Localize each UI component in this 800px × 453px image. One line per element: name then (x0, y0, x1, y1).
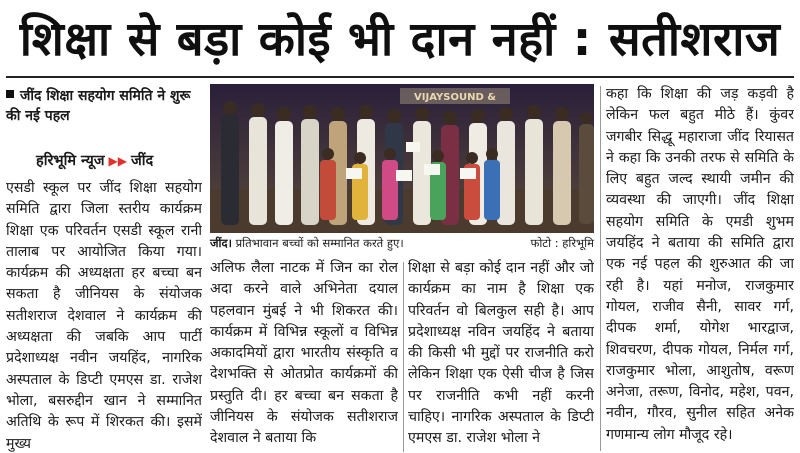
byline-source: हरिभूमि न्यूज (36, 153, 105, 169)
double-chevron-icon: ▶▶ (108, 154, 127, 168)
column-1-text: एसडी स्कूल पर जींद शिक्षा सहयोग समिति द्वारा जिला स्तरीय कार्यक्रम शिक्षा एक परिवर्तन एसडी स्कूल रानी तालाब पर आयोजित किया गया। कार्यक्रम की अध्यक्षता हर बच्चा बन सकता है जीनियस के संयोजक सतीशराज देशवाल ने कार्यक्रम की अध्यक्षता की जबकि आप पार्टी प्रदेशाध्यक्ष नवीन जयहिंद, नागरिक अस्पताल के डिप्टी एमएस डा. राजेश भोला, बसरुद्दीन खान ने सम्मानित अतिथि के रूप में शिरकत की। इसमें मुख्य (6, 180, 202, 452)
photo-caption (210, 234, 594, 252)
photo-credit: फोटो : हरिभूमि (530, 236, 594, 250)
article-column-1 (6, 178, 202, 453)
photo-illustration (210, 84, 594, 233)
byline-place: जींद (130, 153, 154, 169)
highlight-box (6, 86, 202, 126)
article-column-2 (210, 258, 398, 453)
article-column-3 (408, 258, 594, 453)
column-divider (600, 86, 601, 451)
column-4-text: कहा कि शिक्षा की जड़ कड़वी है लेकिन फल बहुत मीठे हैं। कुंवर जगबीर सिद्धू महाराजा जींद रियासत ने कहा कि उनकी तरफ से समिति के लिए बहुत जल्द स्थायी जमीन की व्यवस्था की जाएगी। जींद शिक्षा सहयोग समिति के एमडी शुभम जयहिंद ने बताया की समिति द्वारा एक नई पहल की शुरुआत की जा रही है। यहां मनोज, राजकुमार गोयल, राजीव सैनी, सावर गर्ग, दीपक शर्मा, योगेश भारद्वाज, शिवचरण, दीपक गोयल, निर्मल गर्ग, राजकुमार भोला, आशुतोष, वरूण अनेजा, तरूण, विनोद, महेश, पवन, नवीन, गौरव, सुनील सहित अनेक गणमान्य लोग मौजूद रहे। (606, 86, 794, 443)
column-3-text: शिक्षा से बड़ा कोई दान नहीं और जो कार्यक्रम का नाम है शिक्षा एक परिवर्तन वो बिलकुल सही है। आप प्रदेशाध्यक्ष नविन जयहिंद ने बताया की किसी भी मुद्दों पर राजनीति करो लेकिन शिक्षा एक ऐसी चीज है जिस पर राजनीति कभी नहीं करनी चाहिए। नागरिक अस्पताल के डिप्टी एमएस डा. राजेश भोला ने (408, 260, 594, 447)
article-column-4 (606, 84, 794, 453)
caption-place: जींद। (210, 236, 232, 250)
column-2-text: अलिफ लैला नाटक में जिन का रोल अदा करने वाले अभिनेता दयाल पहलवान मुंबई ने भी शिकरत की। कार्यक्रम में विभिन्न स्कूलों व विभिन्न अकादमियों द्वारा भारतीय संस्कृति व देशभक्ति से ओतप्रोत कार्यक्रमों की प्रस्तुति दी। हर बच्चा बन सकता है जीनियस के संयोजक सतीशराज देशवाल ने बताया कि (210, 260, 398, 447)
headline-rule (6, 76, 794, 78)
highlight-text: जींद शिक्षा सहयोग समिति ने शुरू की नई पहल (6, 88, 191, 124)
caption-text: प्रतिभावान बच्चों को सम्मानित करते हुए। (235, 236, 404, 250)
byline (36, 150, 153, 170)
headline: शिक्षा से बड़ा कोई भी दान नहीं : सतीशराज (19, 12, 781, 67)
column-divider (403, 262, 404, 452)
bullet-icon (6, 90, 14, 98)
event-photo (210, 84, 594, 233)
banner-text: VIJAYSOUND & (414, 92, 496, 103)
